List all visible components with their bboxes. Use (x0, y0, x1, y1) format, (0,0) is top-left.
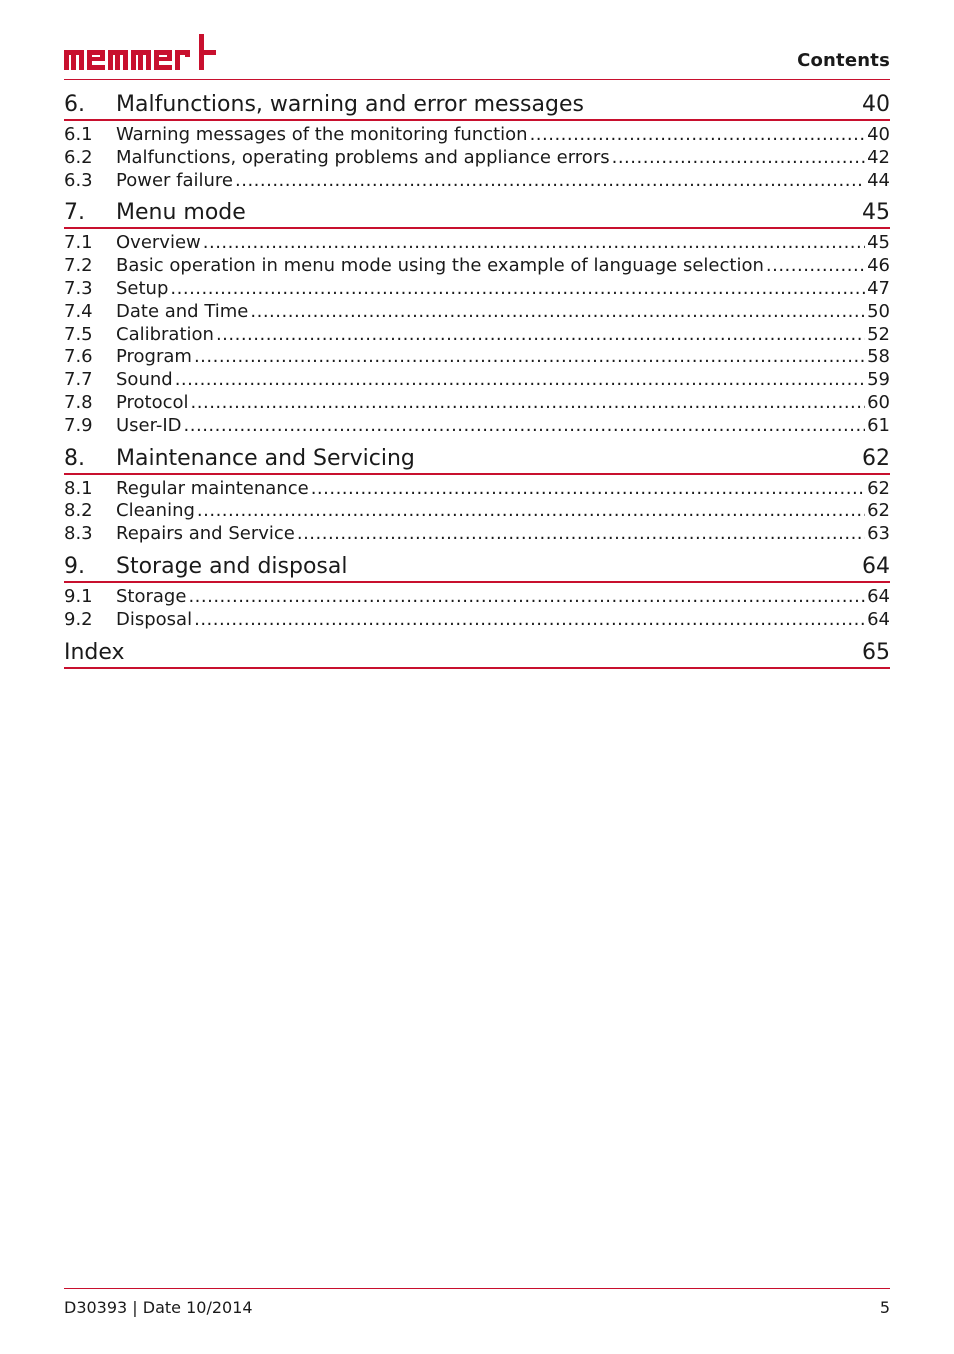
entry-page: 52 (867, 323, 890, 345)
toc-entry[interactable] (64, 609, 890, 632)
chapter-title: Menu mode (116, 200, 246, 226)
entry-number: 7.3 (64, 277, 93, 299)
entry-title: User-ID (116, 414, 182, 436)
entry-title: Protocol (116, 391, 189, 413)
toc-chapter-heading[interactable] (64, 198, 890, 229)
entry-page: 62 (867, 500, 890, 522)
toc-entry[interactable] (64, 324, 890, 347)
chapter-title: Storage and disposal (116, 553, 348, 579)
entry-title: Regular maintenance (116, 477, 309, 499)
index-page: 65 (862, 639, 890, 665)
entry-number: 8.3 (64, 523, 93, 545)
toc-entry[interactable] (64, 392, 890, 415)
entry-title: Overview (116, 232, 201, 254)
entry-title: Date and Time (116, 300, 249, 322)
entry-title: Sound (116, 369, 173, 391)
header-section-label: Contents (797, 50, 890, 71)
dot-leader (530, 124, 866, 146)
toc-entry-list (64, 586, 890, 632)
chapter-number: 9. (64, 553, 85, 579)
chapter-title: Maintenance and Servicing (116, 445, 415, 471)
toc-entry[interactable] (64, 500, 890, 523)
toc-entry[interactable] (64, 301, 890, 324)
entry-page: 58 (867, 346, 890, 368)
table-of-contents (64, 90, 890, 669)
dot-leader (175, 369, 865, 391)
entry-number: 7.5 (64, 323, 93, 345)
dot-leader (311, 478, 865, 500)
dot-leader (184, 415, 866, 437)
entry-title: Storage (116, 585, 187, 607)
dot-leader (250, 301, 865, 323)
dot-leader (766, 255, 865, 277)
chapter-page: 40 (862, 92, 890, 117)
entry-title: Program (116, 346, 192, 368)
chapter-number: 6. (64, 92, 85, 117)
entry-number: 7.6 (64, 346, 93, 368)
toc-chapter-heading[interactable] (64, 90, 890, 121)
entry-number: 8.2 (64, 500, 93, 522)
toc-entry[interactable] (64, 255, 890, 278)
entry-page: 64 (867, 608, 890, 630)
dot-leader (191, 392, 866, 414)
chapter-page: 45 (862, 200, 890, 226)
footer-divider (64, 1288, 890, 1289)
entry-page: 59 (867, 369, 890, 391)
entry-title: Malfunctions, operating problems and appliance errors (116, 146, 610, 168)
entry-title: Basic operation in menu mode using the example of language selection (116, 255, 764, 277)
chapter-number: 8. (64, 445, 85, 471)
entry-page: 50 (867, 300, 890, 322)
toc-section (64, 90, 890, 192)
toc-entry[interactable] (64, 523, 890, 546)
entry-number: 7.2 (64, 255, 93, 277)
dot-leader (216, 324, 865, 346)
entry-title: Repairs and Service (116, 523, 295, 545)
page-header (64, 30, 890, 80)
toc-entry[interactable] (64, 478, 890, 501)
entry-page: 61 (867, 414, 890, 436)
entry-number: 7.4 (64, 300, 93, 322)
toc-section (64, 552, 890, 632)
entry-title: Calibration (116, 323, 214, 345)
toc-entry-list (64, 232, 890, 437)
entry-title: Warning messages of the monitoring function (116, 124, 528, 145)
entry-page: 62 (867, 477, 890, 499)
toc-section (64, 444, 890, 546)
entry-page: 45 (867, 232, 890, 254)
dot-leader (297, 523, 865, 545)
toc-entry[interactable] (64, 346, 890, 369)
entry-number: 7.1 (64, 232, 93, 254)
chapter-title: Malfunctions, warning and error messages (116, 92, 584, 117)
toc-section (64, 198, 890, 437)
entry-page: 40 (867, 124, 890, 145)
toc-chapter-heading[interactable] (64, 444, 890, 475)
toc-index-heading[interactable] (64, 638, 890, 669)
entry-title: Cleaning (116, 500, 195, 522)
dot-leader (188, 586, 865, 608)
dot-leader (197, 500, 865, 522)
toc-entry[interactable] (64, 278, 890, 301)
memmert-logo (64, 30, 216, 72)
entry-page: 42 (867, 146, 890, 168)
toc-entry[interactable] (64, 232, 890, 255)
toc-entry[interactable] (64, 369, 890, 392)
entry-number: 6.1 (64, 124, 93, 145)
chapter-page: 62 (862, 445, 890, 471)
footer-doc-info: D30393 | Date 10/2014 (64, 1298, 253, 1317)
index-title: Index (64, 639, 125, 665)
toc-entry-list (64, 124, 890, 192)
entry-number: 8.1 (64, 477, 93, 499)
entry-number: 7.7 (64, 369, 93, 391)
toc-chapter-heading[interactable] (64, 552, 890, 583)
chapter-page: 64 (862, 553, 890, 579)
entry-page: 46 (867, 255, 890, 277)
entry-number: 9.1 (64, 585, 93, 607)
toc-entry[interactable] (64, 170, 890, 193)
toc-entry[interactable] (64, 586, 890, 609)
entry-number: 6.3 (64, 169, 93, 191)
entry-title: Disposal (116, 608, 193, 630)
header-divider (64, 79, 890, 80)
entry-page: 60 (867, 391, 890, 413)
entry-number: 7.8 (64, 391, 93, 413)
toc-entry[interactable] (64, 147, 890, 170)
entry-page: 47 (867, 277, 890, 299)
entry-number: 9.2 (64, 608, 93, 630)
dot-leader (194, 609, 865, 631)
entry-number: 7.9 (64, 414, 93, 436)
dot-leader (203, 232, 865, 254)
dot-leader (235, 170, 865, 192)
entry-page: 44 (867, 169, 890, 191)
toc-entry-list (64, 478, 890, 546)
dot-leader (612, 147, 865, 169)
entry-title: Power failure (116, 169, 233, 191)
footer-page-number: 5 (879, 1298, 890, 1317)
entry-page: 64 (867, 585, 890, 607)
toc-entry[interactable] (64, 124, 890, 147)
entry-title: Setup (116, 277, 169, 299)
entry-number: 6.2 (64, 146, 93, 168)
chapter-number: 7. (64, 200, 85, 226)
dot-leader (170, 278, 865, 300)
toc-entry[interactable] (64, 415, 890, 438)
dot-leader (194, 346, 865, 368)
entry-page: 63 (867, 523, 890, 545)
